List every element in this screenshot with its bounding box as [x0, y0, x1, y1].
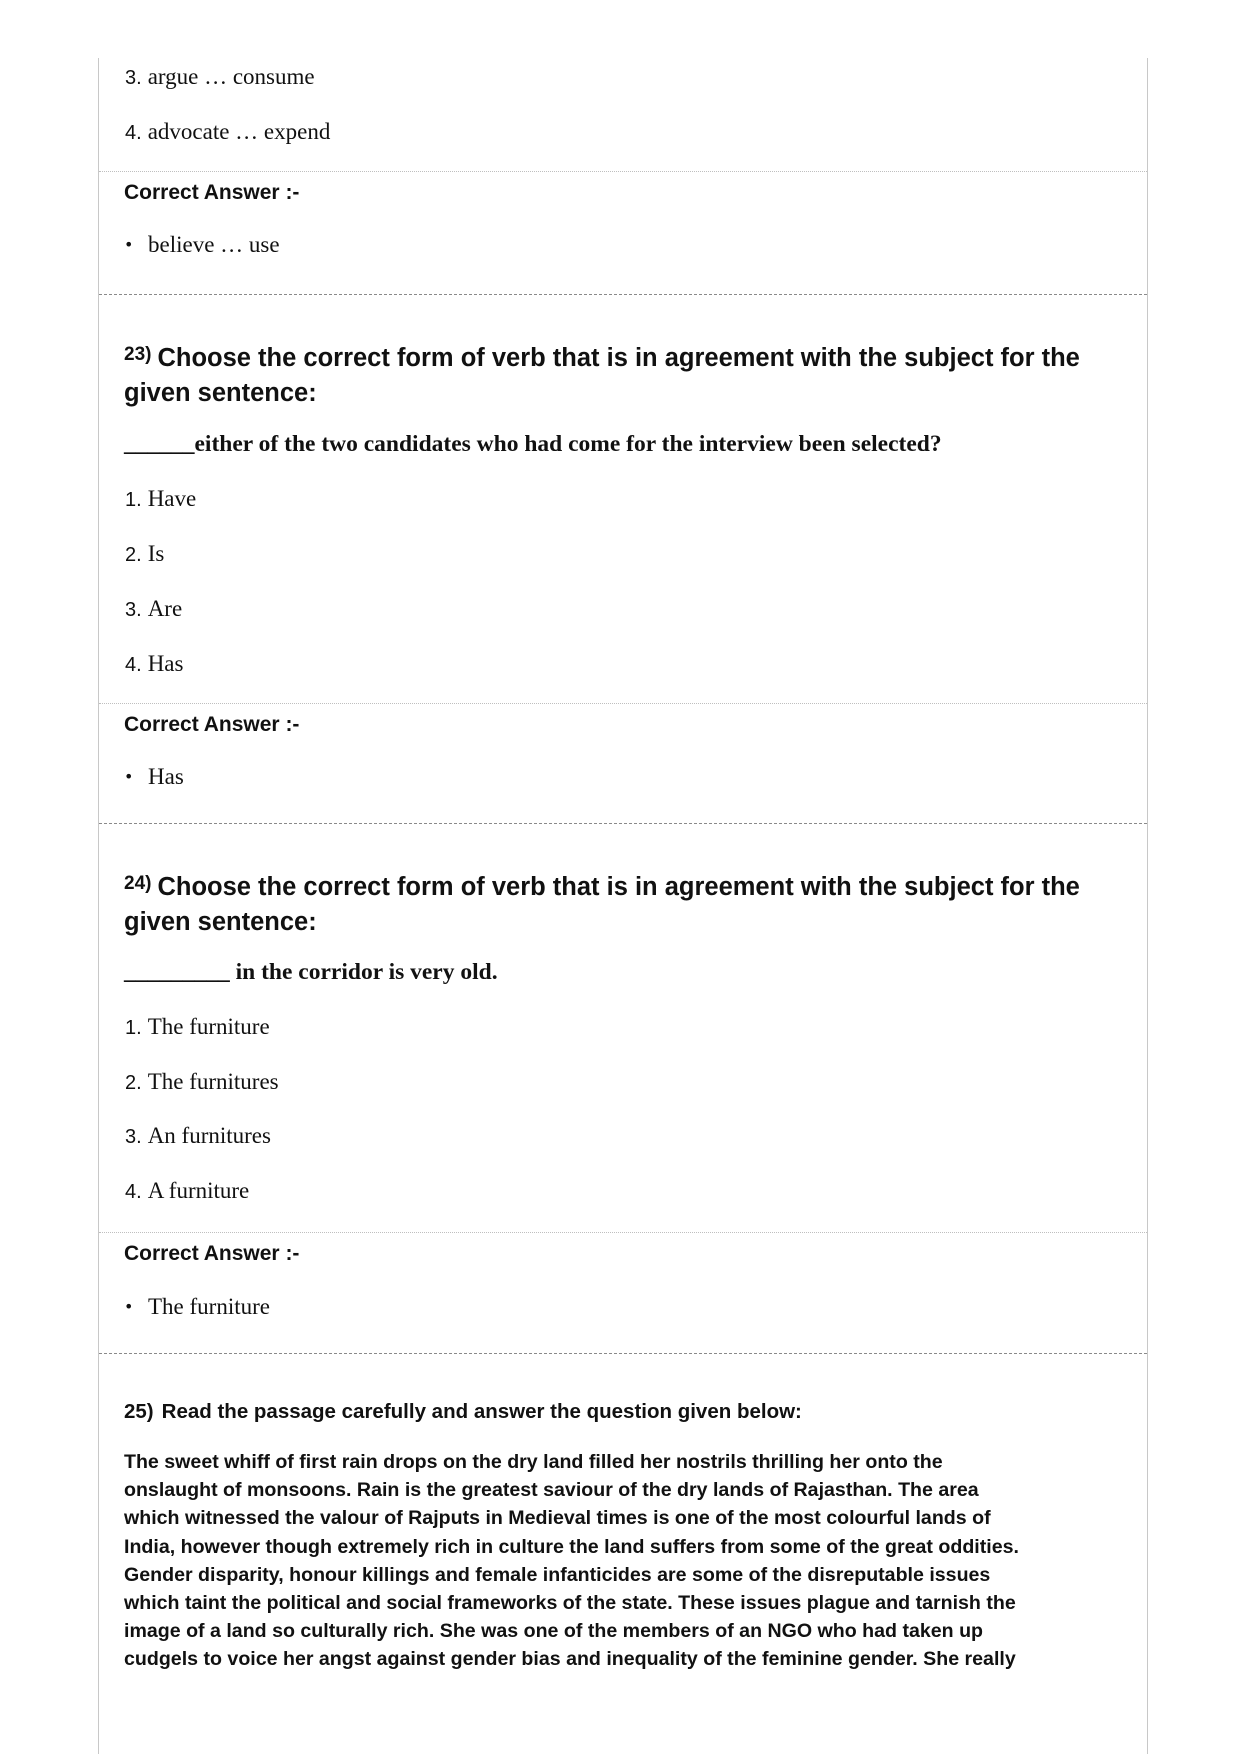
- q24-option-2[interactable]: [125, 1069, 279, 1095]
- bullet-icon: •: [124, 767, 134, 786]
- passage-line: cudgels to voice her angst against gender bias and inequality of the feminine gender. She really: [124, 1648, 1016, 1671]
- option-number: 1.: [125, 1017, 142, 1039]
- option-number: 4.: [125, 122, 142, 144]
- bullet-icon: •: [124, 235, 134, 254]
- question-text: Choose the correct form of verb that is in agreement with the subject for the given sentence:: [124, 344, 1080, 407]
- divider: [99, 703, 1147, 704]
- q24-option-3[interactable]: [125, 1123, 271, 1149]
- q24-option-4[interactable]: [125, 1178, 249, 1204]
- passage-line: which taint the political and social frameworks of the state. These issues plague and tarnish the: [124, 1592, 1016, 1615]
- correct-answer-label: Correct Answer :-: [124, 1242, 300, 1265]
- divider: [99, 1232, 1147, 1233]
- correct-answer: [124, 232, 280, 258]
- option-number: 1.: [125, 489, 142, 511]
- option-text: The furnitures: [147, 1069, 279, 1094]
- divider: [99, 171, 1147, 172]
- passage-line: Gender disparity, honour killings and female infanticides are some of the disreputable issues: [124, 1563, 991, 1586]
- option-text: Is: [147, 541, 165, 566]
- question-23-sentence: ______either of the two candidates who had come for the interview been selected?: [124, 431, 942, 457]
- question-24-sentence: _________ in the corridor is very old.: [124, 959, 498, 985]
- option-text: Have: [147, 486, 197, 511]
- passage: [124, 1448, 1134, 1674]
- passage-line: The sweet whiff of first rain drops on the dry land filled her nostrils thrilling her onto the: [124, 1451, 943, 1473]
- q24-option-1[interactable]: [125, 1014, 270, 1040]
- question-23-heading: [124, 337, 1124, 411]
- passage-line: onslaught of monsoons. Rain is the greatest saviour of the dry lands of Rajasthan. The area: [124, 1479, 979, 1502]
- passage-line: image of a land so culturally rich. She was one of the members of an NGO who had taken up: [124, 1620, 984, 1643]
- question-text: Read the passage carefully and answer the question given below:: [161, 1400, 802, 1423]
- option-text: argue … consume: [147, 64, 315, 89]
- q23-option-2[interactable]: [125, 541, 164, 567]
- question-number: 24): [124, 873, 152, 894]
- passage-line: India, however though extremely rich in culture the land suffers from some of the great oddities.: [124, 1535, 1019, 1558]
- option-text: Has: [147, 651, 184, 676]
- option-text: An furnitures: [147, 1123, 271, 1148]
- correct-answer-label: Correct Answer :-: [124, 713, 300, 736]
- option-number: 2.: [125, 1072, 142, 1094]
- question-number: 25): [124, 1400, 154, 1423]
- correct-answer-text: The furniture: [148, 1294, 270, 1319]
- option-text: The furniture: [147, 1014, 270, 1039]
- option-number: 2.: [125, 544, 142, 566]
- option-number: 4.: [125, 1181, 142, 1203]
- question-text: Choose the correct form of verb that is in agreement with the subject for the given sentence:: [124, 873, 1080, 936]
- correct-answer: [124, 1294, 270, 1320]
- q23-option-1[interactable]: [125, 486, 196, 512]
- question-25-heading: [124, 1400, 802, 1424]
- q23-option-4[interactable]: [125, 651, 183, 677]
- option-number: 3.: [125, 1126, 142, 1148]
- question-separator: [99, 823, 1147, 824]
- option-number: 3.: [125, 599, 142, 621]
- option-number: 3.: [125, 67, 142, 89]
- bullet-icon: •: [124, 1297, 134, 1316]
- option-text: A furniture: [147, 1178, 250, 1203]
- option-text: Are: [147, 596, 183, 621]
- correct-answer-text: believe … use: [148, 232, 280, 257]
- passage-line: which witnessed the valour of Rajputs in Medieval times is one of the most colourful lands of: [124, 1507, 991, 1530]
- question-separator: [99, 294, 1147, 295]
- question-number: 23): [124, 344, 152, 365]
- q23-option-3[interactable]: [125, 596, 182, 622]
- option-text: advocate … expend: [147, 119, 331, 144]
- correct-answer-label: Correct Answer :-: [124, 181, 300, 204]
- q22-option-4[interactable]: [125, 119, 330, 145]
- question-24-heading: [124, 866, 1124, 940]
- option-number: 4.: [125, 654, 142, 676]
- correct-answer-text: Has: [148, 764, 184, 789]
- q22-option-3[interactable]: [125, 64, 315, 90]
- correct-answer: [124, 764, 184, 790]
- question-separator: [99, 1353, 1147, 1354]
